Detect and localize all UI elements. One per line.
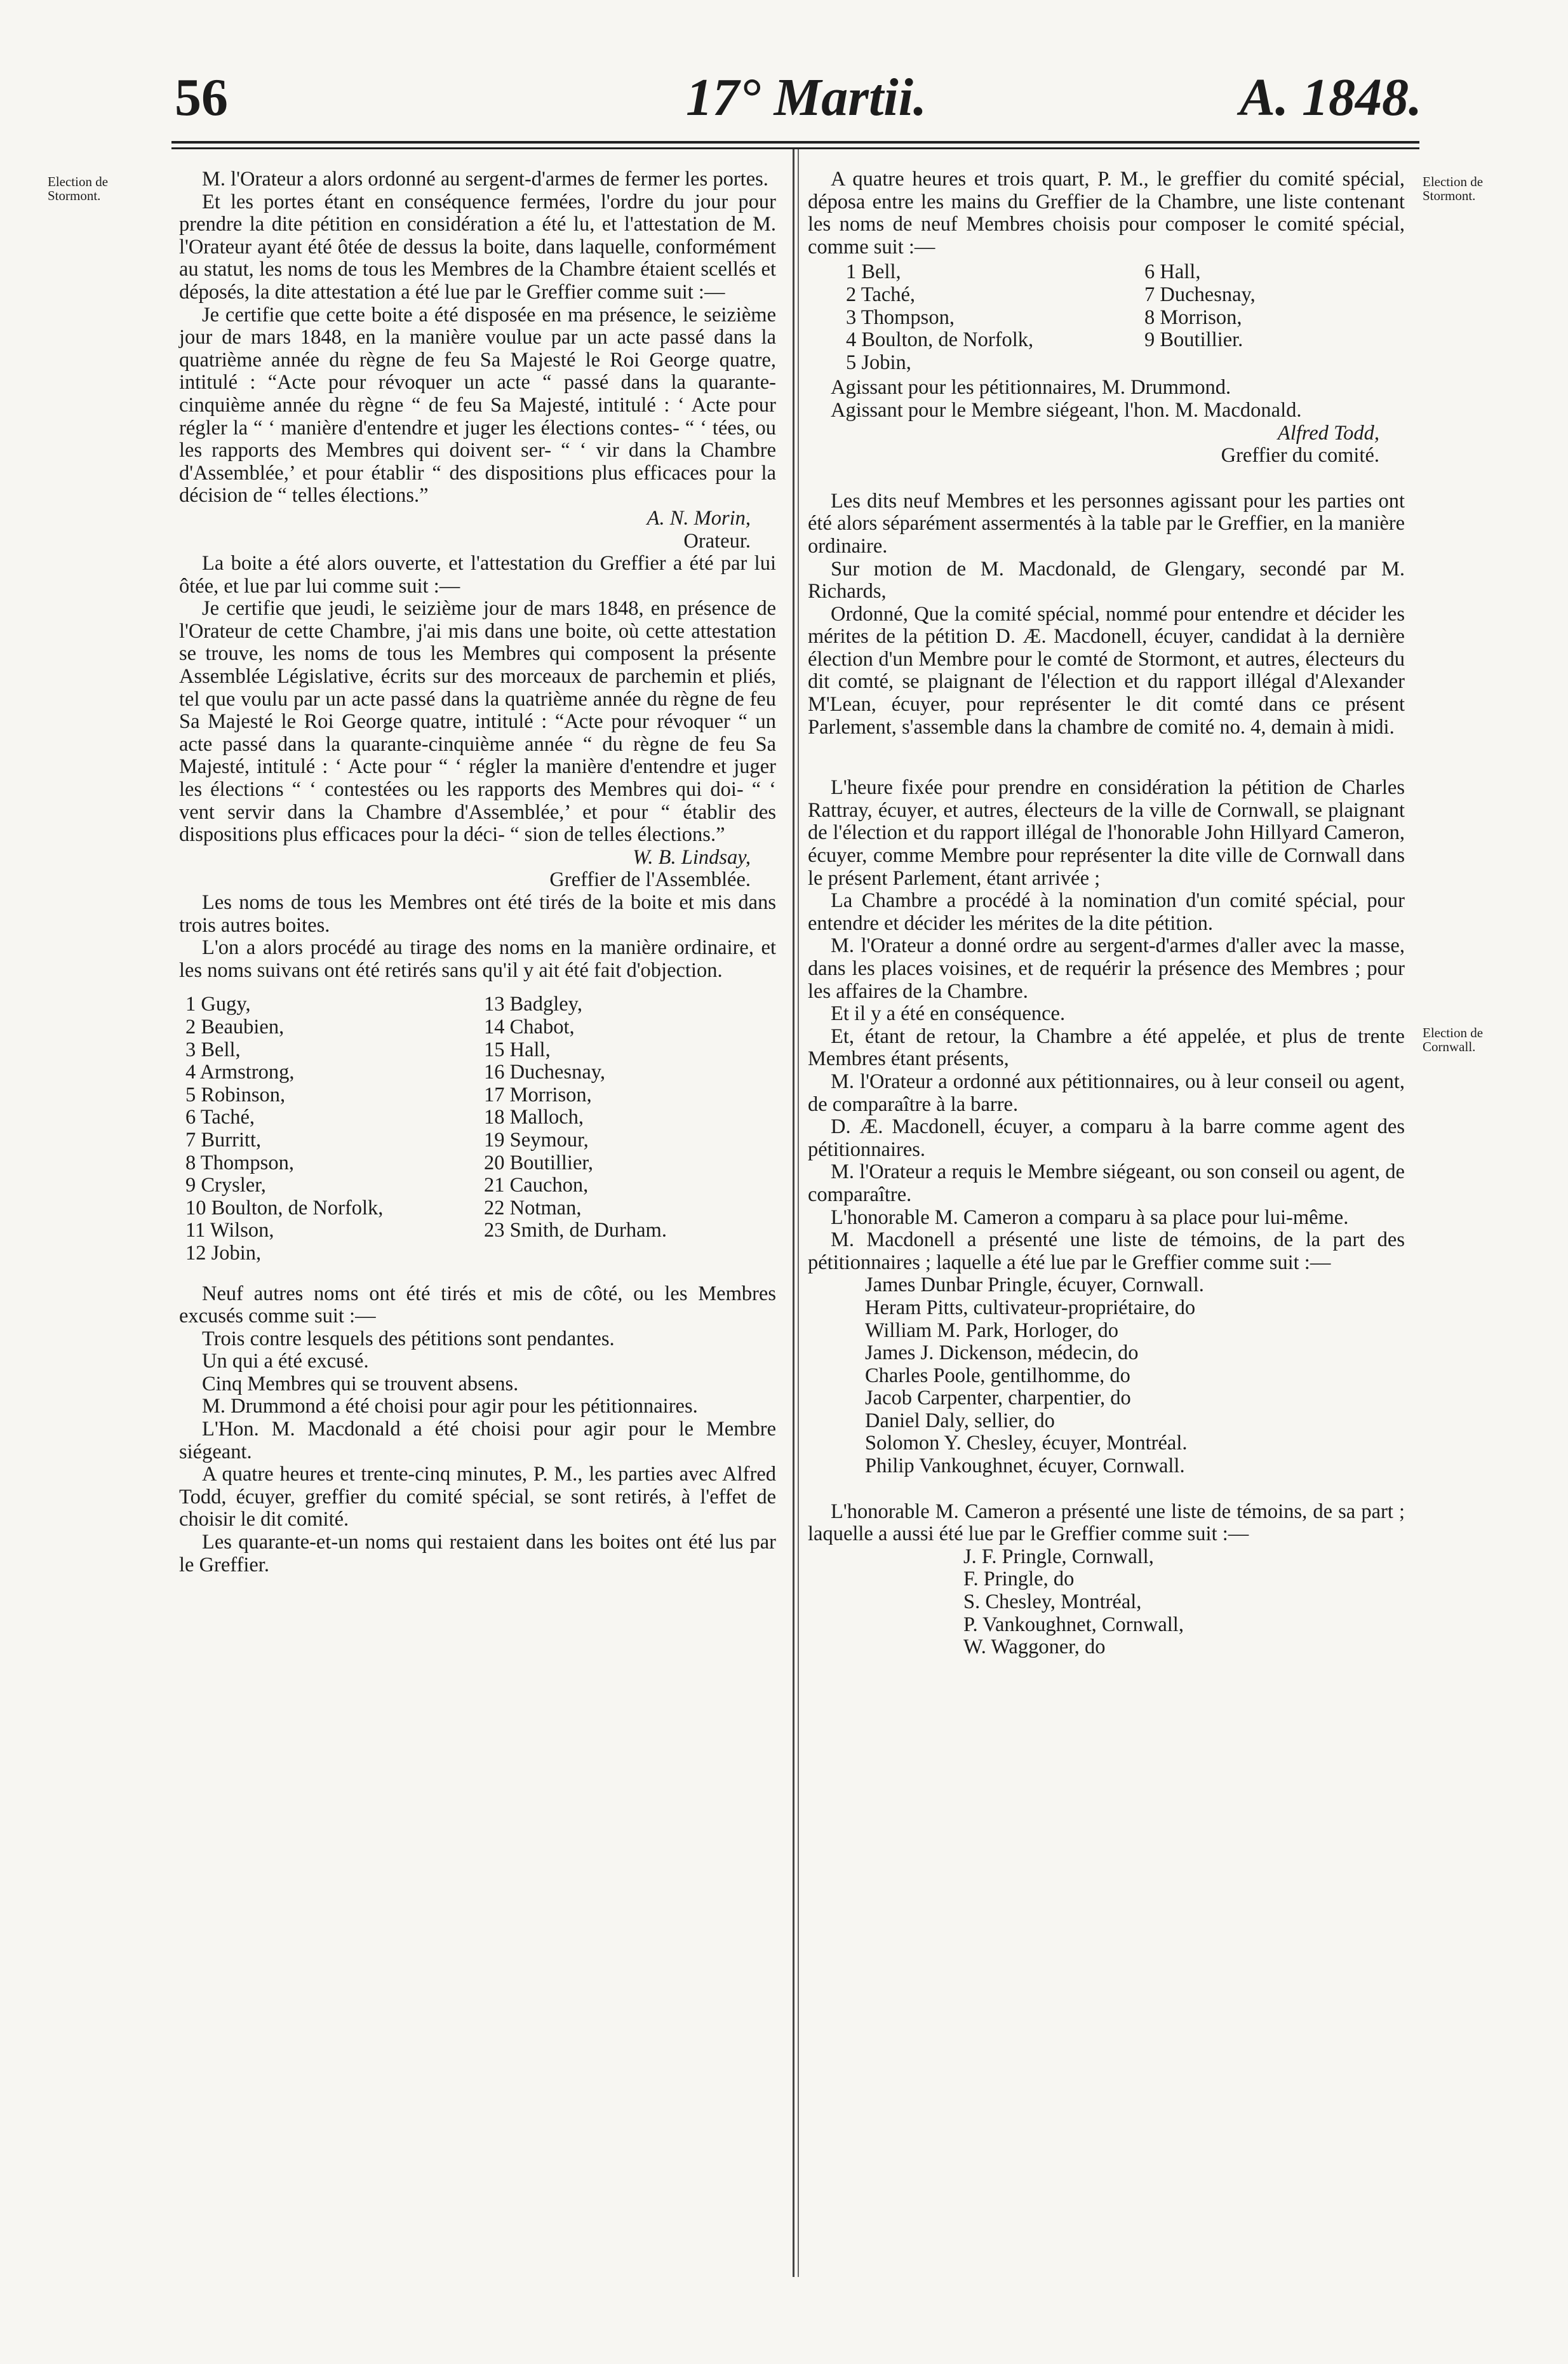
spacer: [808, 1478, 1405, 1501]
list-item: 13 Badgley,: [484, 993, 582, 1016]
column-divider-2: [798, 149, 799, 2277]
paragraph: A quatre heures et trois quart, P. M., le greffier du comité spécial, déposa entre les mains du Greffier de la Chambre, une liste contenant les noms de neuf Membres choisis pour composer le comité spécial, comme suit :—: [808, 168, 1405, 259]
list-item: 7 Duchesnay,: [1144, 283, 1256, 306]
paragraph: L'Hon. M. Macdonald a été choisi pour agir pour le Membre siégeant.: [179, 1418, 776, 1463]
signature-title: Greffier du comité.: [1221, 444, 1379, 467]
page-year: A. 1848.: [1239, 68, 1422, 127]
list-item: 11 Wilson,: [185, 1219, 274, 1242]
list-item: 3 Bell,: [185, 1038, 241, 1061]
list-item: [478, 1242, 776, 1265]
list-item: 20 Boutillier,: [484, 1151, 594, 1174]
list-item: J. F. Pringle, Cornwall,: [963, 1545, 1154, 1568]
list-item: 6 Taché,: [185, 1106, 255, 1129]
list-item: 23 Smith, de Durham.: [484, 1219, 667, 1242]
signature-title: Greffier de l'Assemblée.: [549, 868, 751, 892]
list-item: Charles Poole, gentilhomme, do: [865, 1364, 1130, 1387]
list-item: 5 Robinson,: [185, 1083, 286, 1106]
page-number: 56: [175, 68, 228, 127]
quoted-attestation: Je certifie que cette boite a été disposée en ma présence, le seizième jour de mars 1848, en la manière voulue par un acte passé dans la quatrième année du règne de feu Sa Majesté le Roi George quatre, intitulé : “Acte pour révoquer un acte “ passé dans la quarante-cinquième année du règne “ de feu Sa Majesté, intitulé : ‘ Acte pour régler la “ ‘ manière d'entendre et juger les élections contes- “ ‘ tées, ou les rapports des Membres qui doivent ser- “ ‘ vir dans la Chambre d'Assemblée,’ et pour établir “ des dispositions plus efficaces pour la décision de “ telles élections.”: [179, 303, 776, 507]
paragraph: Cinq Membres qui se trouvent absens.: [202, 1372, 519, 1395]
order-paragraph: Ordonné, Que la comité spécial, nommé pour entendre et décider les mérites de la pétition D. Æ. Macdonell, écuyer, candidat à la dernière élection d'un Membre pour le comté de Stormont, et autres, électeurs du dit comté, se plaignant de l'élection et du rapport illégal d'Alexander M'Lean, écuyer, pour représenter le dit comté dans ce présent Parlement, s'assemble dans la chambre de comité no. 4, demain à midi.: [808, 602, 1405, 739]
paragraph: L'on a alors procédé au tirage des noms en la manière ordinaire, et les noms suivans ont été retirés sans qu'il y ait été fait d'objection.: [179, 936, 776, 982]
paragraph: Les quarante-et-un noms qui restaient dans les boites ont été lus par le Greffier.: [179, 1531, 776, 1576]
paragraph: La Chambre a procédé à la nomination d'un comité spécial, pour entendre et décider les mérites de la dite pétition.: [808, 889, 1405, 935]
signature-name: W. B. Lindsay,: [633, 845, 751, 869]
list-item: 6 Hall,: [1144, 260, 1201, 284]
paragraph: Agissant pour les pétitionnaires, M. Drummond.: [831, 376, 1231, 400]
list-item: 7 Burritt,: [185, 1128, 262, 1152]
signature-name: A. N. Morin,: [647, 506, 751, 530]
list-item: 4 Armstrong,: [185, 1061, 295, 1084]
paragraph: M. l'Orateur a alors ordonné au sergent-d'armes de fermer les portes.: [202, 168, 768, 191]
header-rule: [171, 141, 1419, 144]
list-item: 18 Malloch,: [484, 1106, 584, 1129]
list-item: 15 Hall,: [484, 1038, 551, 1061]
list-item: 8 Morrison,: [1144, 306, 1242, 329]
paragraph: M. Drummond a été choisi pour agir pour les pétitionnaires.: [202, 1395, 698, 1418]
list-item: 9 Crysler,: [185, 1174, 266, 1197]
witness-list: [808, 1274, 1405, 1477]
paragraph: L'honorable M. Cameron a comparu à sa place pour lui-même.: [831, 1206, 1349, 1229]
list-item: W. Waggoner, do: [963, 1635, 1106, 1659]
list-item: William M. Park, Horloger, do: [865, 1319, 1119, 1342]
list-item: 22 Notman,: [484, 1196, 582, 1219]
right-column: [808, 168, 1405, 1659]
list-item: James Dunbar Pringle, écuyer, Cornwall.: [865, 1273, 1204, 1297]
paragraph: M. l'Orateur a ordonné aux pétitionnaires, ou à leur conseil ou agent, de comparaître à la barre.: [808, 1070, 1405, 1116]
list-item: P. Vankoughnet, Cornwall,: [963, 1613, 1184, 1636]
list-item: S. Chesley, Montréal,: [963, 1590, 1142, 1614]
witness-list-2: [808, 1546, 1405, 1659]
paragraph: A quatre heures et trente-cinq minutes, P. M., les parties avec Alfred Todd, écuyer, greffier du comité spécial, se sont retirés, à l'effet de choisir le dit comité.: [179, 1463, 776, 1531]
margin-note-stormont-right: Election de Stormont.: [1423, 174, 1484, 203]
list-item: Solomon Y. Chesley, écuyer, Montréal.: [865, 1432, 1188, 1455]
paragraph: Neuf autres noms ont été tirés et mis de côté, ou les Membres excusés comme suit :—: [179, 1282, 776, 1328]
list-item: 2 Beaubien,: [185, 1015, 285, 1038]
paragraph: Les dits neuf Membres et les personnes agissant pour les parties ont été alors séparément assermentés à la table par le Greffier, en la manière ordinaire.: [808, 489, 1405, 558]
list-item: [1106, 352, 1405, 375]
paragraph: Trois contre lesquels des pétitions sont pendantes.: [202, 1327, 615, 1350]
paragraph: L'heure fixée pour prendre en considération la pétition de Charles Rattray, écuyer, et autres, électeurs de la ville de Cornwall, se plaignant de l'élection et du rapport illégal de l'honorable John Hillyard Cameron, écuyer, comme Membre pour représenter la dite ville de Cornwall dans le présent Parlement, étant arrivée ;: [808, 776, 1405, 890]
list-item: F. Pringle, do: [963, 1568, 1075, 1591]
header-rule-thin: [171, 147, 1419, 149]
list-item: 17 Morrison,: [484, 1083, 592, 1106]
list-item: Jacob Carpenter, charpentier, do: [865, 1387, 1131, 1410]
paragraph: Et, étant de retour, la Chambre a été appelée, et plus de trente Membres étant présents,: [808, 1024, 1405, 1071]
list-item: 21 Cauchon,: [484, 1174, 589, 1197]
list-item: Philip Vankoughnet, écuyer, Cornwall.: [865, 1454, 1185, 1478]
paragraph: Agissant pour le Membre siégeant, l'hon. M. Macdonald.: [831, 398, 1302, 422]
paragraph: M. Macdonell a présenté une liste de témoins, de la part des pétitionnaires ; laquelle a été lue par le Greffier comme suit :—: [808, 1228, 1405, 1274]
spacer: [808, 467, 1405, 490]
list-item: 9 Boutillier.: [1144, 328, 1243, 352]
signature-title: Orateur.: [683, 529, 751, 553]
column-divider: [793, 149, 794, 2277]
paragraph: Et il y a été en conséquence.: [831, 1002, 1066, 1026]
page-date: 17° Martii.: [686, 68, 927, 127]
committee-list: [808, 261, 1405, 374]
list-item: 8 Thompson,: [185, 1151, 294, 1174]
list-item: Heram Pitts, cultivateur-propriétaire, do: [865, 1296, 1196, 1319]
list-item: 1 Bell,: [846, 260, 901, 284]
list-item: 12 Jobin,: [185, 1241, 262, 1265]
left-column: [179, 168, 776, 1576]
paragraph: Sur motion de M. Macdonald, de Glengary, secondé par M. Richards,: [808, 557, 1405, 603]
paragraph: Un qui a été excusé.: [202, 1350, 369, 1373]
drawn-names-list: [179, 993, 776, 1265]
paragraph: D. Æ. Macdonell, écuyer, a comparu à la barre comme agent des pétitionnaires.: [808, 1115, 1405, 1161]
margin-note-cornwall: Election de Cornwall.: [1423, 1025, 1484, 1054]
paragraph: Les noms de tous les Membres ont été tirés de la boite et mis dans trois autres boites.: [179, 891, 776, 937]
list-item: 16 Duchesnay,: [484, 1061, 606, 1084]
list-item: 1 Gugy,: [185, 993, 251, 1016]
quoted-attestation: Je certifie que jeudi, le seizième jour de mars 1848, en présence de l'Orateur de cette Chambre, j'ai mis dans une boite, où cette attestation se trouve, les noms de tous les Membres qui composent la présente Assemblée Législative, écrits sur des morceaux de parchemin et pliés, tel que voulu par un acte passé dans la quatrième année du règne de feu Sa Majesté le Roi George quatre, intitulé : “Acte pour révoquer “ un acte passé dans la quarante-cinquième année “ du règne de feu Sa Majesté, intitulé : ‘ Acte pour “ ‘ régler la manière d'entendre et juger les élections “ ‘ contestées ou les rapports des Membres qui doi- “ ‘ vent servir dans la Chambre d'Assemblée,’ et pour “ établir des dispositions plus efficaces pour la déci- “ sion de telles élections.”: [179, 597, 776, 847]
list-item: 10 Boulton, de Norfolk,: [185, 1196, 384, 1219]
spacer: [808, 739, 1405, 777]
paragraph: M. l'Orateur a donné ordre au sergent-d'armes d'aller avec la masse, dans les places voisines, et de requérir la présence des Membres ; pour les affaires de la Chambre.: [808, 934, 1405, 1003]
list-item: 2 Taché,: [846, 283, 916, 306]
list-item: 4 Boulton, de Norfolk,: [846, 328, 1034, 352]
paragraph: Et les portes étant en conséquence fermées, l'ordre du jour pour prendre la dite pétition en considération a été lu, et l'attestation de M. l'Orateur ayant été ôtée de dessus la boite, dans laquelle, conformément au statut, les noms de tous les Membres de la Chambre étaient scellés et déposés, la dite attestation a été lue par le Greffier comme suit :—: [179, 190, 776, 304]
list-item: 5 Jobin,: [846, 351, 911, 374]
list-item: 19 Seymour,: [484, 1128, 589, 1152]
list-item: 14 Chabot,: [484, 1015, 575, 1038]
margin-note-stormont-left: Election de Stormont.: [48, 174, 109, 203]
paragraph: La boite a été alors ouverte, et l'attestation du Greffier a été par lui ôtée, et lue par lui comme suit :—: [179, 552, 776, 598]
paragraph: L'honorable M. Cameron a présenté une liste de témoins, de sa part ; laquelle a aussi été lue par le Greffier comme suit :—: [808, 1500, 1405, 1546]
paragraph: M. l'Orateur a requis le Membre siégeant, ou son conseil ou agent, de comparaître.: [808, 1160, 1405, 1206]
list-item: 3 Thompson,: [846, 306, 955, 329]
list-item: James J. Dickenson, médecin, do: [865, 1341, 1139, 1365]
signature-name: Alfred Todd,: [1277, 421, 1379, 445]
list-item: Daniel Daly, sellier, do: [865, 1409, 1055, 1432]
